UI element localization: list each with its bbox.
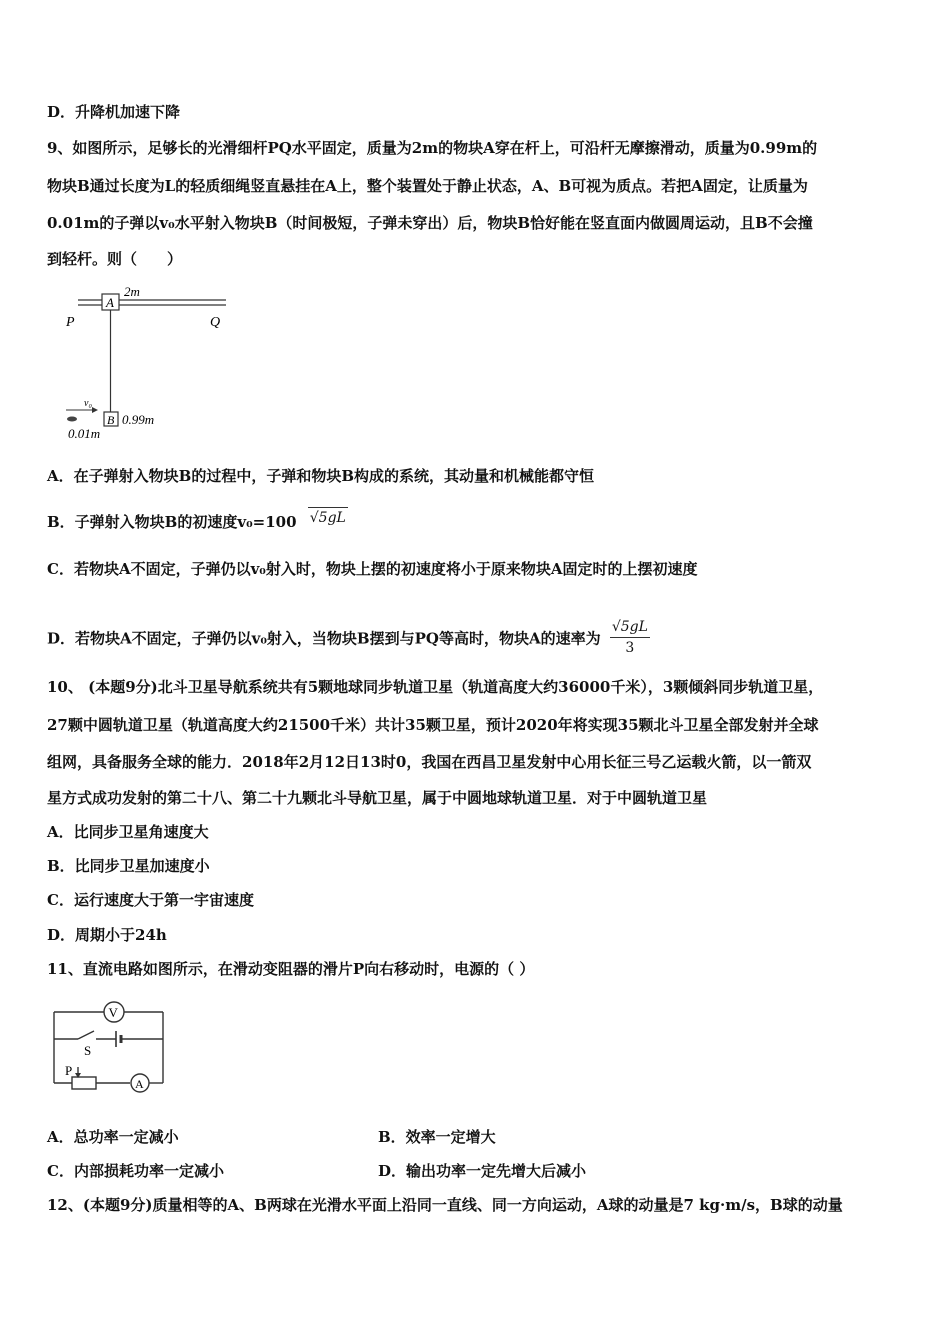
q9-option-d-numerator: √5gL: [610, 617, 650, 638]
switch-icon: [78, 1031, 94, 1039]
q9-option-d-fraction: [610, 617, 650, 658]
q11-option-b: B．效率一定增大: [378, 1128, 496, 1146]
q9-label-a: A: [106, 295, 114, 310]
q9-label-p: P: [66, 315, 75, 330]
q9-label-v0: v₀: [84, 398, 92, 409]
q11-label-v: V: [108, 1005, 118, 1020]
q10-stem-line-2: 27颗中圆轨道卫星（轨道高度大约21500千米）共计35颗卫星，预计2020年将实现35颗北斗卫星全部发射并全球: [47, 716, 819, 734]
q11-label-p: P: [65, 1063, 73, 1078]
q9-stem-line-1: 9、如图所示，足够长的光滑细杆PQ水平固定，质量为2m的物块A穿在杆上，可沿杆无摩擦滑动，质量为0.99m的: [47, 139, 818, 157]
q11-label-a: A: [135, 1077, 144, 1091]
q9-label-b: B: [107, 413, 115, 427]
q9-option-b: B．子弹射入物块B的初速度v₀=100 √5gL: [47, 512, 348, 534]
q8-option-d: D．升降机加速下降: [47, 103, 181, 121]
q10-option-b: B．比同步卫星加速度小: [47, 857, 210, 875]
q9-option-b-expression: √5gL: [308, 507, 348, 528]
q11-option-d: D．输出功率一定先增大后减小: [378, 1162, 587, 1180]
q9-option-d-denominator: 3: [625, 640, 635, 656]
q10-option-d: D．周期小于24h: [47, 926, 167, 944]
q10-stem-line-4: 星方式成功发射的第二十八、第二十九颗北斗导航卫星，属于中圆地球轨道卫星．对于中圆轨道卫星: [47, 789, 708, 807]
q10-stem-line-1: 10、 (本题9分)北斗卫星导航系统共有5颗地球同步轨道卫星（轨道高度大约36000千米），3颗倾斜同步轨道卫星，: [47, 678, 824, 696]
q9-stem-line-3: 0.01m的子弹以v₀水平射入物块B（时间极短，子弹未穿出）后，物块B恰好能在竖直面内做圆周运动，且B不会撞: [47, 214, 813, 232]
q9-option-a: A．在子弹射入物块B的过程中，子弹和物块B构成的系统，其动量和机械能都守恒: [47, 467, 594, 485]
q9-option-c: C．若物块A不固定，子弹仍以v₀射入时，物块上摆的初速度将小于原来物块A固定时的上摆初速度: [47, 560, 698, 578]
q9-label-mass-a: 2m: [124, 284, 140, 299]
q11-option-a: A．总功率一定减小: [47, 1128, 179, 1146]
q9-option-d: D．若物块A不固定，子弹仍以v₀射入，当物块B摆到与PQ等高时，物块A的速率为 $\frac{√5gL}{3}$: [47, 619, 648, 656]
q10-option-a: A．比同步卫星角速度大: [47, 823, 209, 841]
q9-bullet: [67, 417, 77, 422]
rheostat-icon: [72, 1077, 96, 1089]
q10-stem-line-3: 组网，具备服务全球的能力．2018年2月12日13时0，我国在西昌卫星发射中心用长征三号乙运载火箭，以一箭双: [47, 753, 812, 771]
q11-label-s: S: [84, 1043, 92, 1058]
q9-figure-pendulum: [58, 282, 238, 442]
q11-figure-circuit: [48, 995, 170, 1093]
q11-stem: 11、直流电路如图所示，在滑动变阻器的滑片P向右移动时，电源的（ ）: [47, 960, 535, 978]
q9-label-q: Q: [210, 315, 221, 330]
q9-stem-line-2: 物块B通过长度为L的轻质细绳竖直悬挂在A上，整个装置处于静止状态，A、B可视为质点。若把A固定，让质量为: [47, 177, 808, 195]
q9-label-mass-b: 0.99m: [122, 412, 155, 427]
q10-option-c: C．运行速度大于第一宇宙速度: [47, 891, 254, 909]
q11-option-c: C．内部损耗功率一定减小: [47, 1162, 224, 1180]
q12-stem: 12、(本题9分)质量相等的A、B两球在光滑水平面上沿同一直线、同一方向运动，A球的动量是7 kg·m/s，B球的动量: [47, 1196, 843, 1214]
q9-label-mass-bullet: 0.01m: [68, 426, 101, 441]
q9-stem-line-4: 到轻杆。则（ ）: [47, 250, 183, 268]
